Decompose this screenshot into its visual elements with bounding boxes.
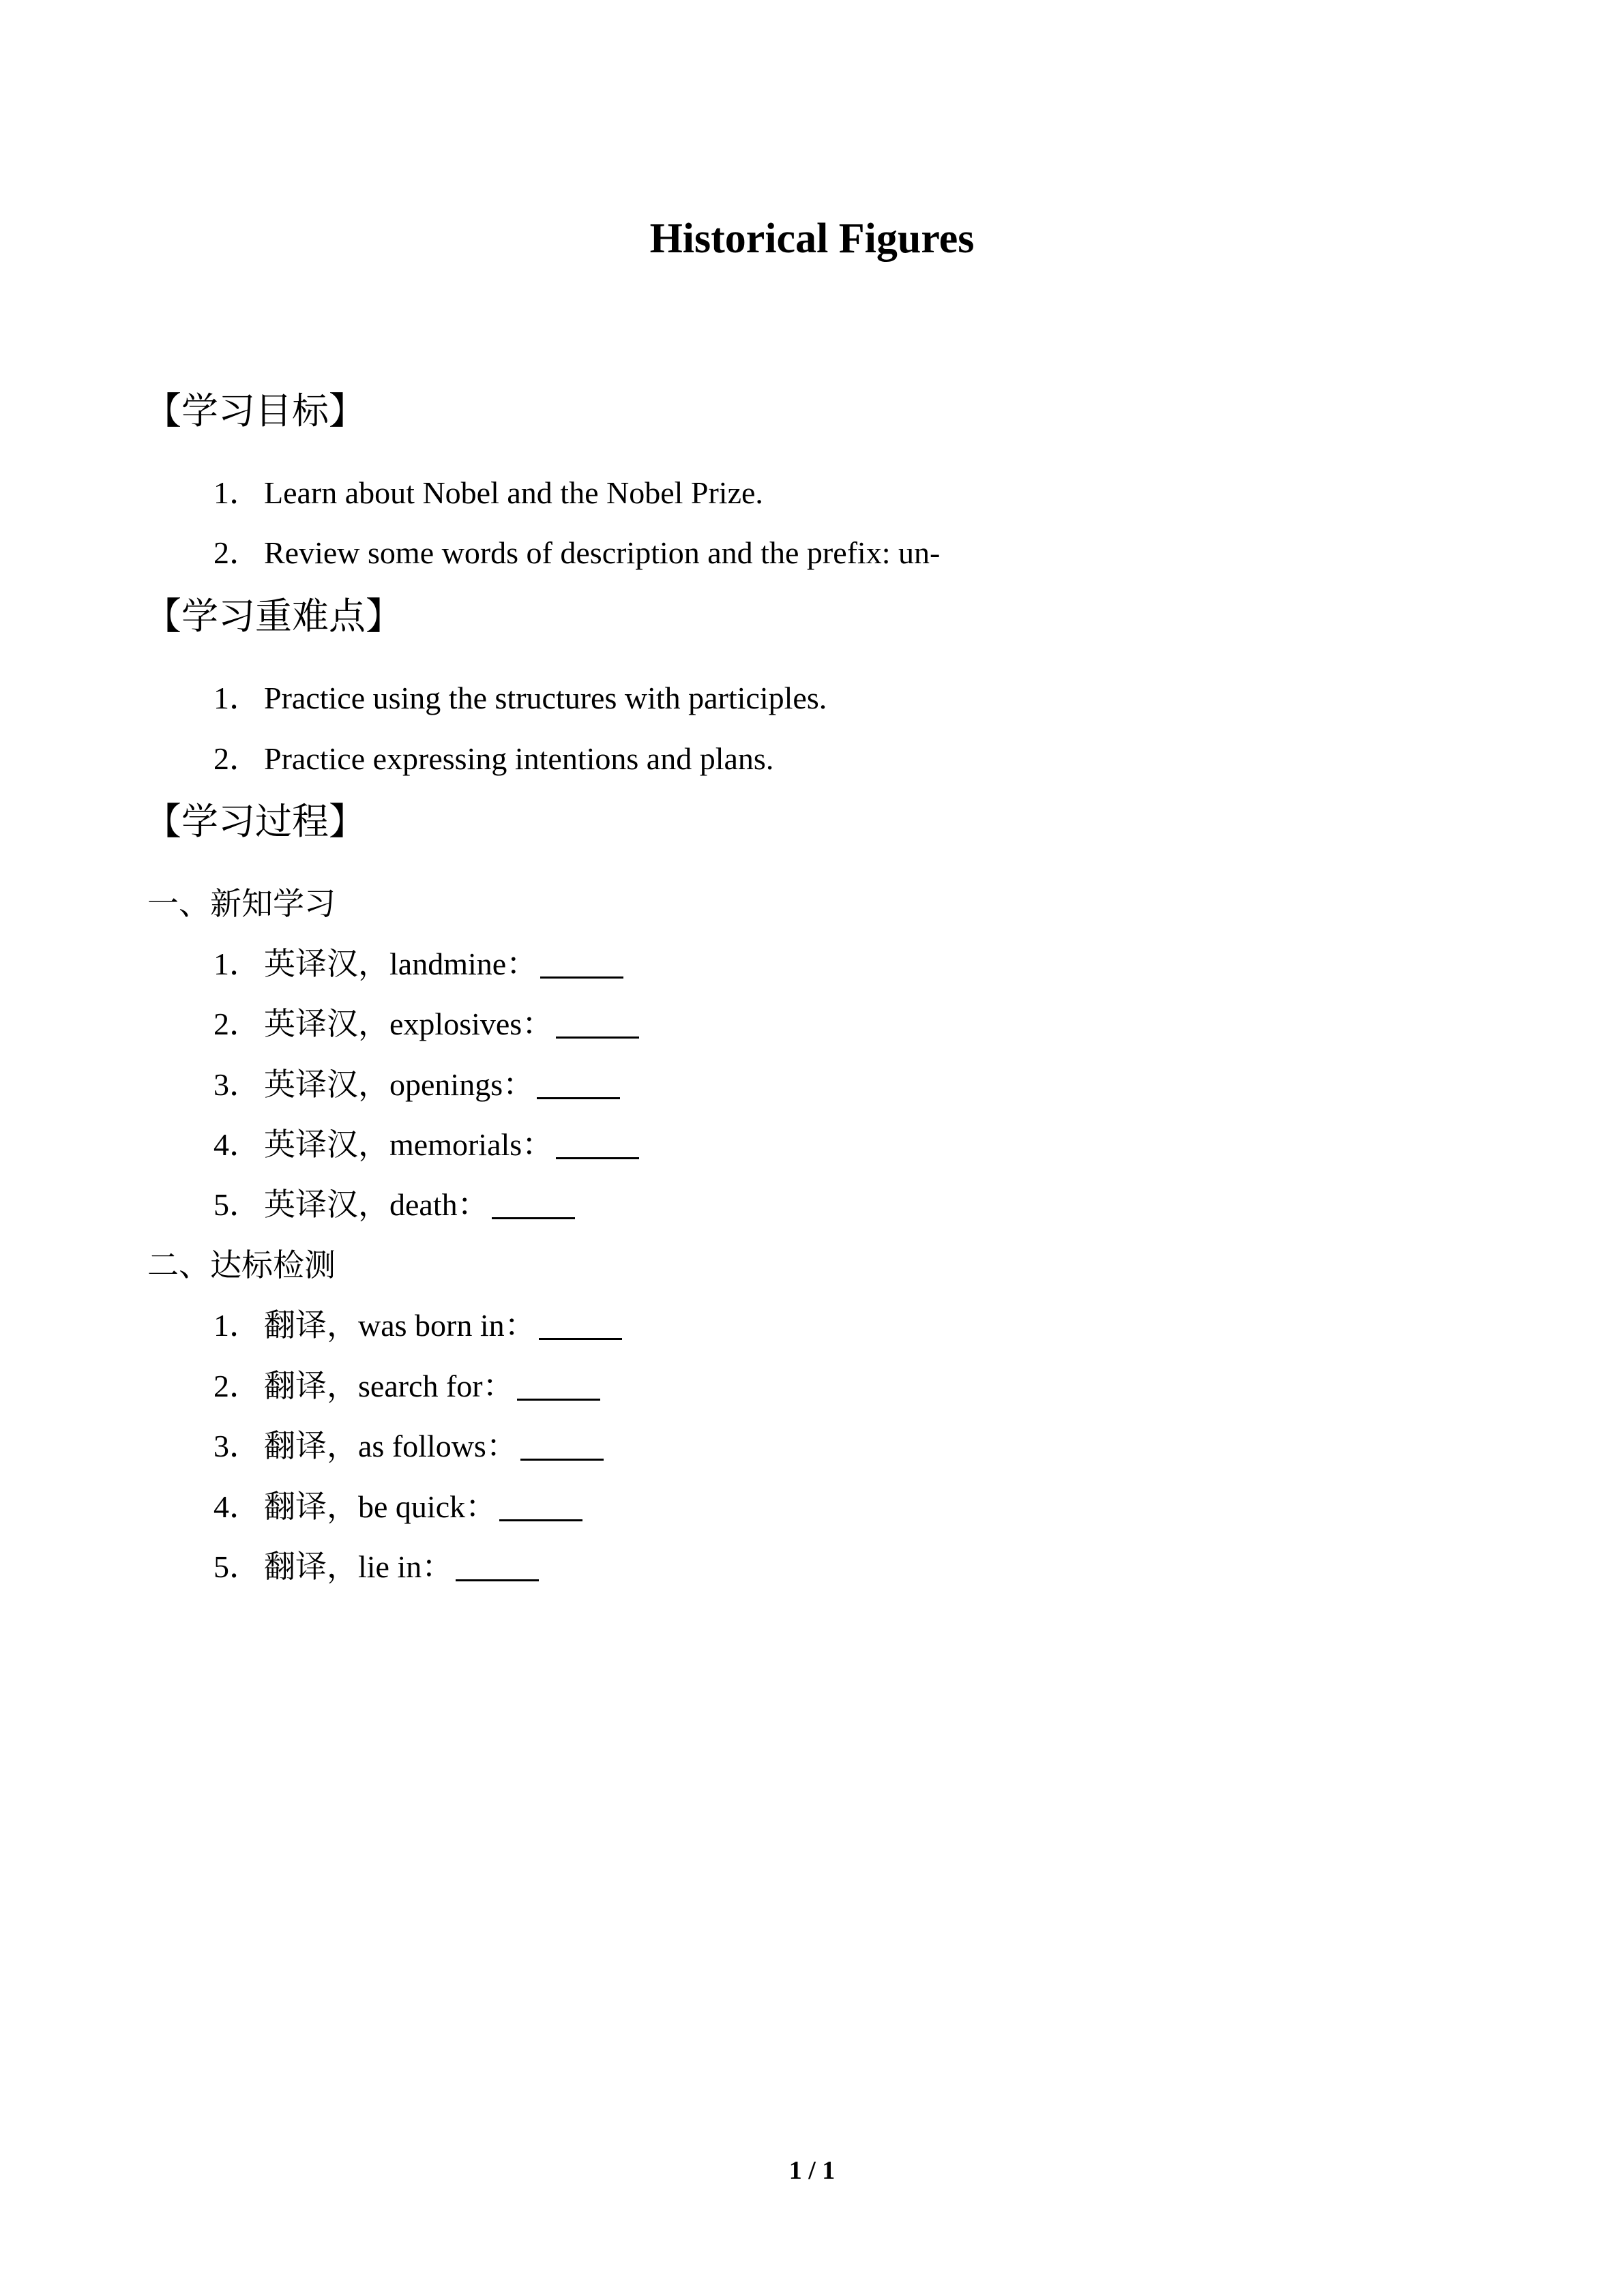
answer-blank[interactable] — [556, 1009, 639, 1039]
item-number: 4． — [213, 1127, 261, 1162]
item-text: 翻译，be quick： — [264, 1489, 497, 1524]
answer-blank[interactable] — [540, 949, 623, 979]
item-number: 1． — [213, 946, 261, 981]
item-number: 1． — [213, 681, 261, 715]
exercise-item — [213, 1004, 639, 1045]
item-text: 翻译，search for： — [264, 1369, 514, 1403]
section-heading-key-points: 【学习重难点】 — [145, 595, 402, 638]
item-number: 2． — [213, 741, 261, 776]
answer-blank[interactable] — [539, 1311, 622, 1340]
exercise-item — [213, 1426, 604, 1467]
item-text: 翻译，lie in： — [264, 1549, 454, 1584]
item-text: Practice using the structures with participles. — [264, 681, 827, 715]
item-text: 英译汉，landmine： — [264, 946, 538, 981]
item-text: 英译汉，explosives： — [264, 1007, 554, 1041]
answer-blank[interactable] — [492, 1190, 575, 1219]
answer-blank[interactable] — [556, 1130, 639, 1159]
item-text: 英译汉，memorials： — [264, 1127, 554, 1162]
item-number: 3． — [213, 1067, 261, 1102]
exercise-item — [213, 944, 623, 985]
item-text: 翻译，as follows： — [264, 1429, 518, 1463]
list-item — [213, 533, 940, 573]
item-number: 5． — [213, 1549, 261, 1584]
item-text: Practice expressing intentions and plans. — [264, 741, 774, 776]
section-heading-objectives: 【学习目标】 — [145, 389, 366, 432]
exercise-item — [213, 1124, 639, 1165]
item-text: 翻译，was born in： — [264, 1308, 536, 1343]
item-text: 英译汉，openings： — [264, 1067, 535, 1102]
item-number: 2． — [213, 1369, 261, 1403]
item-number: 3． — [213, 1429, 261, 1463]
answer-blank[interactable] — [537, 1070, 620, 1099]
item-number: 2． — [213, 1007, 261, 1041]
exercise-item — [213, 1547, 539, 1587]
section-heading-process: 【学习过程】 — [145, 800, 366, 843]
list-item — [213, 473, 763, 513]
subsection-title-assessment: 二、达标检测 — [147, 1248, 336, 1283]
exercise-item — [213, 1184, 575, 1225]
item-text: 英译汉，death： — [264, 1187, 489, 1222]
exercise-item — [213, 1487, 582, 1527]
item-number: 4． — [213, 1489, 261, 1524]
exercise-item — [213, 1064, 620, 1105]
exercise-item — [213, 1305, 622, 1346]
answer-blank[interactable] — [520, 1431, 604, 1461]
exercise-item — [213, 1366, 600, 1407]
answer-blank[interactable] — [499, 1492, 582, 1521]
item-text: Review some words of description and the prefix: un- — [264, 535, 941, 570]
answer-blank[interactable] — [517, 1371, 600, 1401]
list-item — [213, 739, 773, 779]
answer-blank[interactable] — [456, 1552, 539, 1581]
item-number: 1． — [213, 1308, 261, 1343]
subsection-title-new-knowledge: 一、新知学习 — [147, 886, 336, 921]
item-text: Learn about Nobel and the Nobel Prize. — [264, 475, 763, 510]
item-number: 1． — [213, 475, 261, 510]
page-title: Historical Figures — [649, 215, 975, 262]
list-item — [213, 678, 827, 719]
page-number: 1 / 1 — [788, 2156, 836, 2185]
item-number: 5． — [213, 1187, 261, 1222]
item-number: 2． — [213, 535, 261, 570]
